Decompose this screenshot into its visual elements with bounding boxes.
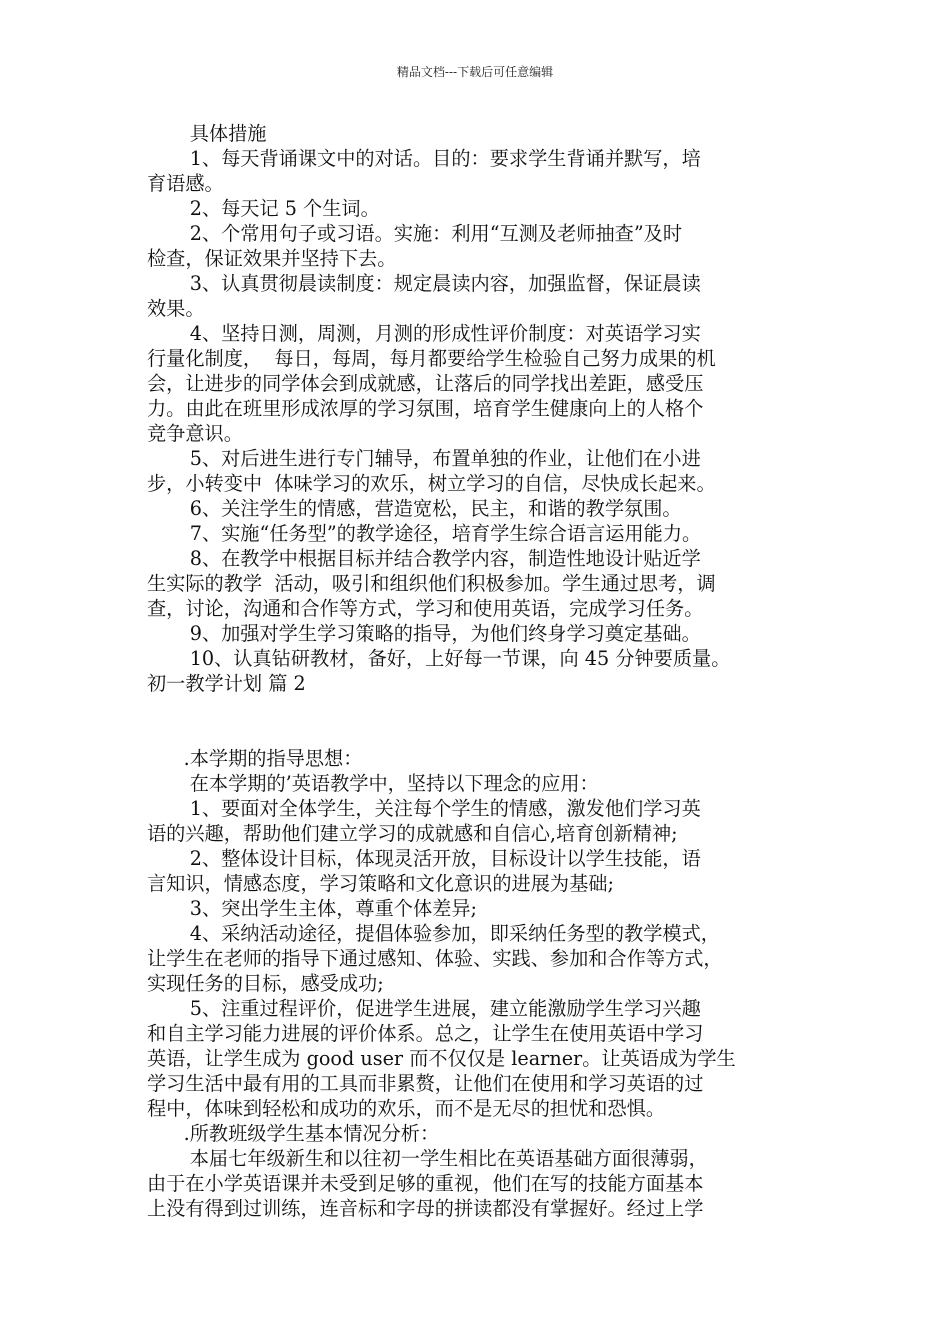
text-line: 学习生活中最有用的工具而非累赘，让他们在使用和学习英语的过 — [147, 1072, 704, 1095]
text-line: 2、每天记 5 个生词。 — [147, 197, 380, 220]
page-header: 精品文档---下载后可任意编辑 — [396, 65, 554, 79]
text-line: 言知识，情感态度，学习策略和文化意识的进展为基础; — [147, 872, 614, 895]
text-line: 检查，保证效果并坚持下去。 — [147, 247, 397, 270]
text-line: 4、采纳活动途径，提倡体验参加，即采纳任务型的教学模式， — [147, 922, 720, 945]
text-line: 6、关注学生的情感，营造宽松，民主，和谐的教学氛围。 — [147, 497, 682, 520]
text-line: 1、要面对全体学生，关注每个学生的情感，激发他们学习英 — [147, 797, 701, 820]
text-line: 和自主学习能力进展的评价体系。总之，让学生在使用英语中学习 — [147, 1022, 704, 1045]
text-line: 力。由此在班里形成浓厚的学习氛围，培育学生健康向上的人格个 — [147, 397, 704, 420]
text-line: 8、在教学中根据目标并结合教学内容，制造性地设计贴近学 — [147, 547, 701, 570]
text-line: 生实际的教学 活动，吸引和组织他们积极参加。学生通过思考，调 — [147, 572, 716, 595]
text-line: 3、突出学生主体，尊重个体差异; — [147, 897, 477, 920]
text-line: 9、加强对学生学习策略的指导，为他们终身学习奠定基础。 — [147, 622, 701, 645]
text-line: 步，小转变中 体味学习的欢乐，树立学习的自信，尽快成长起来。 — [147, 472, 716, 495]
text-line: 育语感。 — [147, 172, 224, 195]
text-line: .本学期的指导思想： — [147, 747, 363, 770]
text-line: .所教班级学生基本情况分析： — [147, 1122, 440, 1145]
text-line: 2、整体设计目标，体现灵活开放，目标设计以学生技能，语 — [147, 847, 701, 870]
text-line: 由于在小学英语课并未受到足够的重视，他们在写的技能方面基本 — [147, 1172, 704, 1195]
text-line: 4、坚持日测，周测，月测的形成性评价制度：对英语学习实 — [147, 322, 701, 345]
text-line: 3、认真贯彻晨读制度：规定晨读内容，加强监督，保证晨读 — [147, 272, 701, 295]
text-line — [147, 721, 819, 746]
text-line — [147, 696, 819, 721]
document-body — [147, 121, 819, 1221]
text-line: 英语，让学生成为 good user 而不仅仅是 learner。让英语成为学生 — [147, 1047, 736, 1070]
text-line: 会，让进步的同学体会到成就感，让落后的同学找出差距，感受压 — [147, 372, 704, 395]
text-line: 程中，体味到轻松和成功的欢乐，而不是无尽的担忧和恐惧。 — [147, 1097, 666, 1120]
text-line: 竞争意识。 — [147, 422, 243, 445]
text-line: 查，讨论，沟通和合作等方式，学习和使用英语，完成学习任务。 — [147, 597, 704, 620]
text-line: 行量化制度， 每日，每周，每月都要给学生检验自己努力成果的机 — [147, 347, 716, 370]
text-line: 1、每天背诵课文中的对话。目的：要求学生背诵并默写，培 — [147, 147, 701, 170]
text-line: 实现任务的目标，感受成功; — [147, 972, 384, 995]
text-line: 让学生在老师的指导下通过感知、体验、实践、参加和合作等方式， — [147, 947, 723, 970]
text-line: 具体措施 — [147, 122, 267, 145]
text-line: 5、对后进生进行专门辅导，布置单独的作业，让他们在小进 — [147, 447, 701, 470]
text-line: 2、个常用句子或习语。实施：利用“互测及老师抽查”及时 — [147, 222, 683, 245]
text-line: 在本学期的’英语教学中，坚持以下理念的应用： — [147, 772, 599, 795]
text-line: 10、认真钻研教材，备好，上好每一节课，向 45 分钟要质量。 — [147, 647, 731, 670]
text-line: 效果。 — [147, 297, 205, 320]
text-line: 语的兴趣，帮助他们建立学习的成就感和自信心,培育创新精神; — [147, 822, 678, 845]
text-line: 7、实施“任务型”的教学途径，培育学生综合语言运用能力。 — [147, 522, 702, 545]
text-line: 初一教学计划 篇 2 — [147, 672, 306, 695]
text-line: 5、注重过程评价，促进学生进展，建立能激励学生学习兴趣 — [147, 997, 701, 1020]
text-line: 上没有得到过训练，连音标和字母的拼读都没有掌握好。经过上学 — [147, 1197, 704, 1220]
text-line: 本届七年级新生和以往初一学生相比在英语基础方面很薄弱， — [147, 1147, 708, 1170]
